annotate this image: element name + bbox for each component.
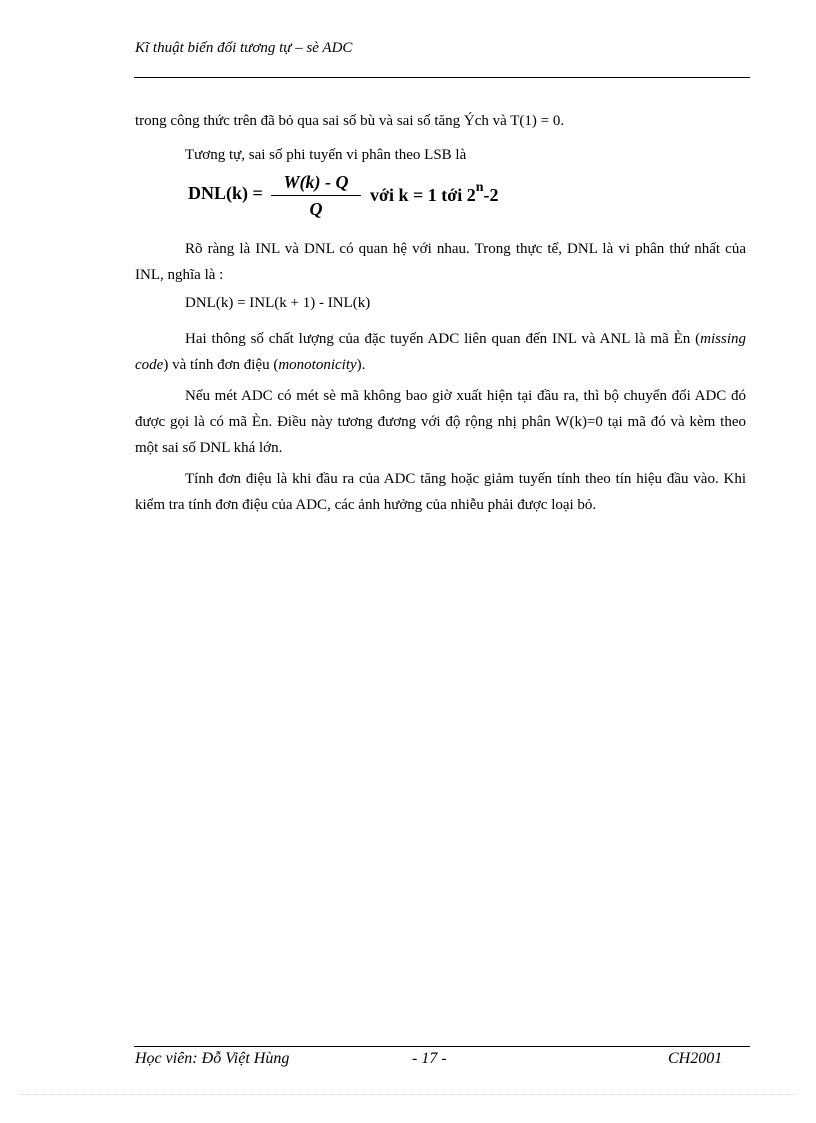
formula-numerator: W(k) - Q <box>283 172 349 192</box>
paragraph-6: Nếu mét ADC có mét sè mã không bao giờ xuất hiện tại đầu ra, thì bộ chuyển đổi ADC đó được gọi là có mã Èn. Điều này tương đương với độ rộng nhị phân W(k)=0 tại mã đó và kèm theo một sai số DNL khá lớn. <box>135 388 746 456</box>
formula-lhs: DNL(k) = <box>188 183 263 203</box>
formula-exponent: n <box>475 180 484 195</box>
paragraph-1: trong công thức trên đã bỏ qua sai số bù và sai số tăng Ých và T(1) = 0. <box>135 113 565 129</box>
page-header-title: Kĩ thuật biến đổi tương tự – sè ADC <box>135 40 353 56</box>
paragraph-4-equation: DNL(k) = INL(k + 1) - INL(k) <box>185 295 371 311</box>
footer-rule <box>134 1046 750 1047</box>
paragraph-3: Rõ ràng là INL và DNL có quan hệ với nhau. Trong thực tế, DNL là vi phân thứ nhất của INL, nghĩa là : <box>135 241 746 283</box>
paragraph-5-part-a: Hai thông số chất lượng của đặc tuyến ADC liên quan đến INL và ANL là mã Èn ( <box>185 331 701 347</box>
paragraph-5-part-b: ) và tính đơn điệu ( <box>163 357 279 373</box>
paragraph-5 <box>135 326 746 378</box>
fraction-bar <box>271 195 361 196</box>
monotonicity-term: monotonicity <box>278 357 357 373</box>
footer-code: CH2001 <box>668 1050 723 1067</box>
missing-code-term: missing code <box>135 331 746 373</box>
header-rule <box>134 77 750 78</box>
formula-condition-text: với k = 1 tới 2 <box>370 185 476 205</box>
paragraph-2: Tương tự, sai số phi tuyến vi phân theo LSB là <box>185 147 467 163</box>
dnl-formula <box>188 170 548 222</box>
formula-condition <box>370 180 499 206</box>
footer-page-number: - 17 - <box>412 1050 447 1067</box>
formula-denominator: Q <box>309 199 323 219</box>
paragraph-7: Tính đơn điệu là khi đầu ra của ADC tăng hoặc giảm tuyến tính theo tín hiệu đầu vào. Khi kiểm tra tính đơn điệu của ADC, các ảnh hưởng của nhiễu phải được loại bỏ. <box>135 471 746 513</box>
formula-fraction <box>271 170 361 221</box>
page-edge-dotted-line <box>20 1094 796 1095</box>
formula-suffix: -2 <box>483 185 499 205</box>
paragraph-5-part-c: ). <box>356 357 366 373</box>
footer-student: Học viên: Đỗ Việt Hùng <box>135 1050 290 1067</box>
